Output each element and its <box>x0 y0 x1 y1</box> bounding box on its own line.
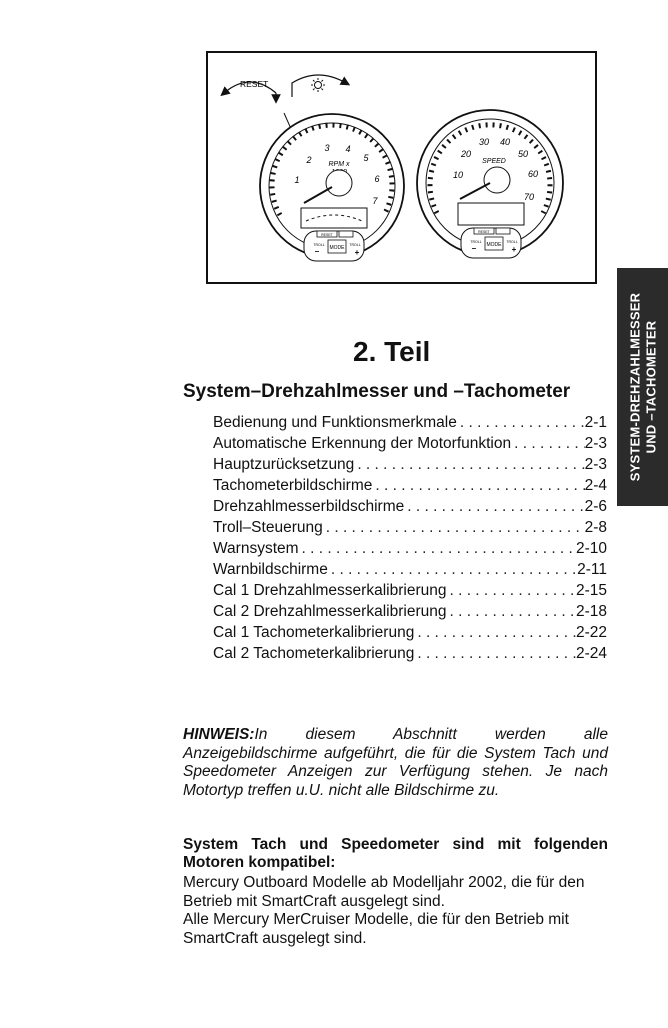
table-of-contents <box>213 414 607 666</box>
toc-item[interactable] <box>213 624 607 645</box>
toc-item-page: 2-10 <box>575 540 607 557</box>
toc-item-title: Warnbildschirme <box>213 561 328 578</box>
toc-item-title: Warnsystem <box>213 540 299 557</box>
toc-item-title: Drehzahlmesserbildschirme <box>213 498 405 515</box>
toc-item-page: 2-3 <box>584 456 607 473</box>
speed-scale-40: 40 <box>499 137 511 147</box>
tach-scale-6: 6 <box>374 174 380 184</box>
compatibility-item: Alle Mercury MerCruiser Modelle, die für den Betrieb mit SmartCraft ausgelegt sind. <box>183 911 569 947</box>
toc-item-page: 2-4 <box>584 477 607 494</box>
speed-hub <box>484 167 510 193</box>
toc-item[interactable] <box>213 645 607 666</box>
toc-item-title: Tachometerbildschirme <box>213 477 373 494</box>
tach-display <box>301 208 367 228</box>
tach-scale-1: 1 <box>294 175 300 185</box>
speed-reset-button-label: RESET <box>478 230 490 234</box>
speed-scale-70: 70 <box>523 192 535 202</box>
part-title: 2. Teil <box>353 336 431 367</box>
speed-troll-right-label: TROLL <box>506 240 518 244</box>
speed-scale-50: 50 <box>517 149 529 159</box>
speed-scale-60: 60 <box>527 169 539 179</box>
section-side-tab <box>617 268 668 506</box>
speed-display <box>458 203 524 225</box>
tach-hub <box>326 170 352 196</box>
toc-item-page: 2-8 <box>584 519 607 536</box>
toc-item-title: Cal 2 Drehzahlmesserkalibrierung <box>213 603 447 620</box>
toc-item[interactable] <box>213 414 607 435</box>
compatibility-heading: System Tach und Speedometer sind mit folgenden Motoren kompatibel: <box>183 836 608 871</box>
toc-item-page: 2-6 <box>584 498 607 515</box>
toc-item-page: 2-24 <box>575 645 607 662</box>
note-paragraph <box>183 726 608 800</box>
toc-item[interactable] <box>213 561 607 582</box>
toc-item[interactable] <box>213 435 607 456</box>
toc-item-title: Cal 1 Tachometerkalibrierung <box>213 624 415 641</box>
light-arrow-icon <box>292 75 346 97</box>
sun-icon <box>311 78 325 92</box>
side-tab-line2: UND –TACHOMETER <box>643 320 658 454</box>
speed-mode-label: MODE <box>486 242 502 248</box>
note-text: In diesem Abschnitt werden alle Anzeigebildschirme aufgeführt, die für die System Tach und Speedometer Anzeigen zur Verfügung stehen. Je nach Motortyp treffen u.U. nicht alle Bildschirme zu. <box>183 726 608 799</box>
toc-item-page: 2-3 <box>584 435 607 452</box>
toc-item[interactable] <box>213 582 607 603</box>
tach-scale-7: 7 <box>372 196 378 206</box>
toc-item-page: 2-18 <box>575 603 607 620</box>
toc-item-page: 2-15 <box>575 582 607 599</box>
tach-troll-right-label: TROLL <box>349 243 361 247</box>
gauge-drawing <box>208 53 599 286</box>
tach-scale-4: 4 <box>345 144 351 154</box>
toc-item[interactable] <box>213 540 607 561</box>
svg-text:+: + <box>511 245 517 254</box>
toc-item[interactable] <box>213 519 607 540</box>
toc-item[interactable] <box>213 477 607 498</box>
compatibility-list <box>183 874 608 948</box>
speed-troll-left-label: TROLL <box>470 240 482 244</box>
tach-troll-left-label: TROLL <box>313 243 325 247</box>
speedometer-gauge <box>417 110 563 258</box>
tach-unit-line1: RPM x <box>328 161 350 168</box>
toc-item-title: Troll–Steuerung <box>213 519 323 536</box>
toc-item[interactable] <box>213 456 607 477</box>
tachometer-gauge <box>260 114 404 261</box>
toc-item[interactable] <box>213 498 607 519</box>
speed-scale-10: 10 <box>452 170 464 180</box>
gauge-illustration <box>206 51 597 284</box>
tach-mode-label: MODE <box>329 245 345 251</box>
tach-scale-5: 5 <box>363 153 369 163</box>
toc-item-title: Hauptzurücksetzung <box>213 456 355 473</box>
compatibility-item: Mercury Outboard Modelle ab Modelljahr 2002, die für den Betrieb mit SmartCraft ausgelegt sind. <box>183 874 585 910</box>
speed-unit: SPEED <box>482 158 506 165</box>
speed-scale-30: 30 <box>478 137 490 147</box>
toc-item-title: Cal 1 Drehzahlmesserkalibrierung <box>213 582 447 599</box>
svg-text:+: + <box>354 248 360 257</box>
speed-scale-20: 20 <box>460 149 472 159</box>
section-title: System–Drehzahlmesser und –Tachometer <box>183 381 571 402</box>
tach-reset-button-label: RESET <box>321 233 333 237</box>
svg-text:–: – <box>471 244 477 253</box>
toc-item-title: Automatische Erkennung der Motorfunktion <box>213 435 512 452</box>
toc-item-page: 2-22 <box>575 624 607 641</box>
toc-item-page: 2-11 <box>577 561 607 578</box>
toc-item[interactable] <box>213 603 607 624</box>
tach-scale-2: 2 <box>306 155 312 165</box>
toc-item-title: Bedienung und Funktionsmerkmale <box>213 414 457 431</box>
toc-item-page: 2-1 <box>584 414 607 431</box>
reset-label: RESET <box>240 79 269 89</box>
svg-text:–: – <box>314 247 320 256</box>
note-label: HINWEIS: <box>183 726 255 743</box>
toc-item-title: Cal 2 Tachometerkalibrierung <box>213 645 415 662</box>
side-tab-line1: SYSTEM-DREHZAHLMESSER <box>627 292 642 482</box>
tach-scale-3: 3 <box>324 143 330 153</box>
